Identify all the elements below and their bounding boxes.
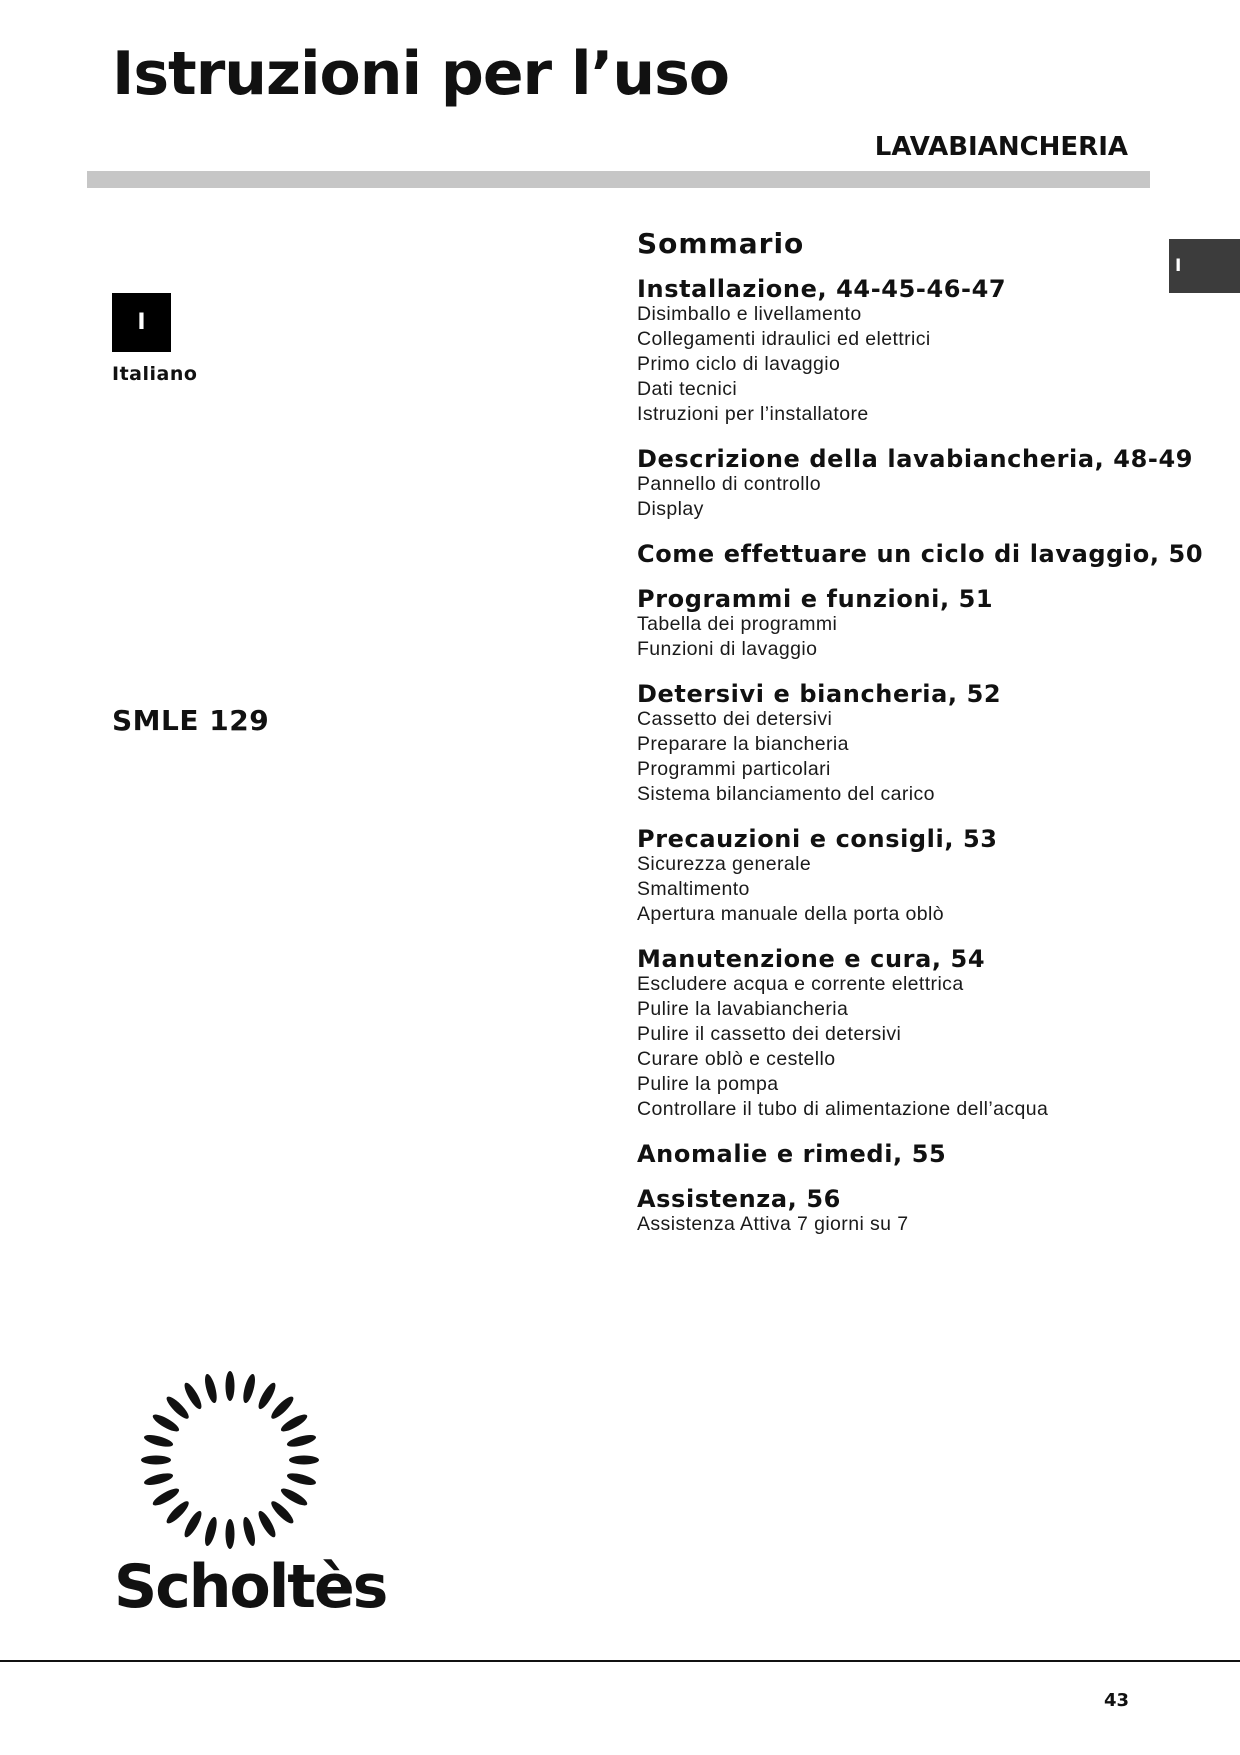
toc-section <box>637 540 1204 568</box>
sun-ray <box>143 1471 174 1487</box>
page-number: 43 <box>1104 1690 1130 1711</box>
toc-item: Tabella dei programmi <box>637 613 838 635</box>
toc-section-title: Installazione, 44-45-46-47 <box>637 275 1007 303</box>
header-rule <box>87 171 1150 188</box>
toc-section <box>637 1141 1197 1167</box>
sun-ray <box>269 1499 297 1527</box>
brand-logo-wordmark: Scholtès <box>114 1552 387 1622</box>
sun-ray <box>151 1486 181 1509</box>
toc-item: Sistema bilanciamento del carico <box>637 783 935 805</box>
sun-ray <box>151 1412 181 1435</box>
document-title: Istruzioni per l’uso <box>112 39 730 109</box>
toc-item: Programmi particolari <box>637 758 831 780</box>
toc-item: Pannello di controllo <box>637 473 822 495</box>
toc-item: Istruzioni per l’installatore <box>637 403 869 425</box>
toc-section <box>637 681 1197 807</box>
language-name: Italiano <box>112 363 198 385</box>
toc-item-list <box>637 972 1197 1122</box>
toc-item: Funzioni di lavaggio <box>637 638 818 660</box>
toc-item: Apertura manuale della porta oblò <box>637 903 944 925</box>
toc-item: Dati tecnici <box>637 378 738 400</box>
toc-item: Disimballo e livellamento <box>637 303 862 325</box>
sun-ray <box>226 1519 235 1549</box>
toc-item: Sicurezza generale <box>637 853 812 875</box>
sun-ray <box>241 1516 257 1547</box>
sun-ray <box>141 1456 171 1465</box>
document-subtitle: LAVABIANCHERIA <box>874 132 1128 162</box>
toc-sections <box>637 275 1204 1237</box>
toc-section-title: Anomalie e rimedi, 55 <box>637 1140 947 1168</box>
toc-item: Cassetto dei detersivi <box>637 708 833 730</box>
toc-item: Pulire il cassetto dei detersivi <box>637 1023 902 1045</box>
sun-ray <box>164 1499 192 1527</box>
toc-item-list <box>637 852 1197 927</box>
language-side-tab: I <box>1169 239 1240 293</box>
table-of-contents <box>637 222 1204 1256</box>
toc-item: Escludere acqua e corrente elettrica <box>637 973 964 995</box>
sun-ray <box>289 1456 319 1465</box>
sun-ray <box>182 1509 205 1539</box>
toc-item-list <box>637 1212 1197 1237</box>
toc-item: Preparare la biancheria <box>637 733 849 755</box>
toc-section-title: Programmi e funzioni, 51 <box>637 585 994 613</box>
toc-item-list <box>637 302 1197 427</box>
toc-item-list <box>637 472 1197 522</box>
toc-section-title: Descrizione della lavabiancheria, 48-49 <box>637 445 1194 473</box>
toc-item-list <box>637 612 1197 662</box>
toc-heading: Sommario <box>637 227 805 260</box>
sun-ray <box>203 1373 219 1404</box>
sun-ray <box>203 1516 219 1547</box>
sun-burst-icon <box>130 1360 330 1560</box>
sun-ray <box>143 1433 174 1449</box>
language-code-box: I <box>112 293 171 352</box>
toc-section <box>637 276 1197 427</box>
toc-item: Collegamenti idraulici ed elettrici <box>637 328 931 350</box>
footer-rule <box>0 1660 1240 1662</box>
sun-ray <box>241 1373 257 1404</box>
sun-ray <box>269 1394 297 1422</box>
toc-section <box>637 826 1197 927</box>
sun-ray <box>286 1433 317 1449</box>
toc-section-title: Come effettuare un ciclo di lavaggio, 50 <box>637 540 1204 568</box>
toc-section <box>637 946 1197 1122</box>
toc-item: Primo ciclo di lavaggio <box>637 353 841 375</box>
sun-ray <box>279 1486 309 1509</box>
toc-item: Display <box>637 498 704 520</box>
toc-item: Controllare il tubo di alimentazione dell’acqua <box>637 1098 1049 1120</box>
toc-section <box>637 1186 1197 1237</box>
model-name: SMLE 129 <box>112 704 270 737</box>
toc-section-title: Detersivi e biancheria, 52 <box>637 680 1002 708</box>
toc-section-title: Assistenza, 56 <box>637 1185 841 1213</box>
sun-ray <box>226 1371 235 1401</box>
sun-ray <box>279 1412 309 1435</box>
toc-item-list <box>637 707 1197 807</box>
toc-section <box>637 446 1197 522</box>
toc-item: Assistenza Attiva 7 giorni su 7 <box>637 1213 909 1235</box>
sun-ray <box>286 1471 317 1487</box>
toc-section-title: Manutenzione e cura, 54 <box>637 945 986 973</box>
toc-item: Pulire la pompa <box>637 1073 779 1095</box>
sun-ray <box>164 1394 192 1422</box>
sun-ray <box>182 1381 205 1411</box>
sun-ray <box>256 1381 279 1411</box>
toc-item: Smaltimento <box>637 878 750 900</box>
toc-item: Pulire la lavabiancheria <box>637 998 849 1020</box>
toc-section <box>637 586 1197 662</box>
sun-ray <box>256 1509 279 1539</box>
toc-item: Curare oblò e cestello <box>637 1048 836 1070</box>
toc-section-title: Precauzioni e consigli, 53 <box>637 825 998 853</box>
